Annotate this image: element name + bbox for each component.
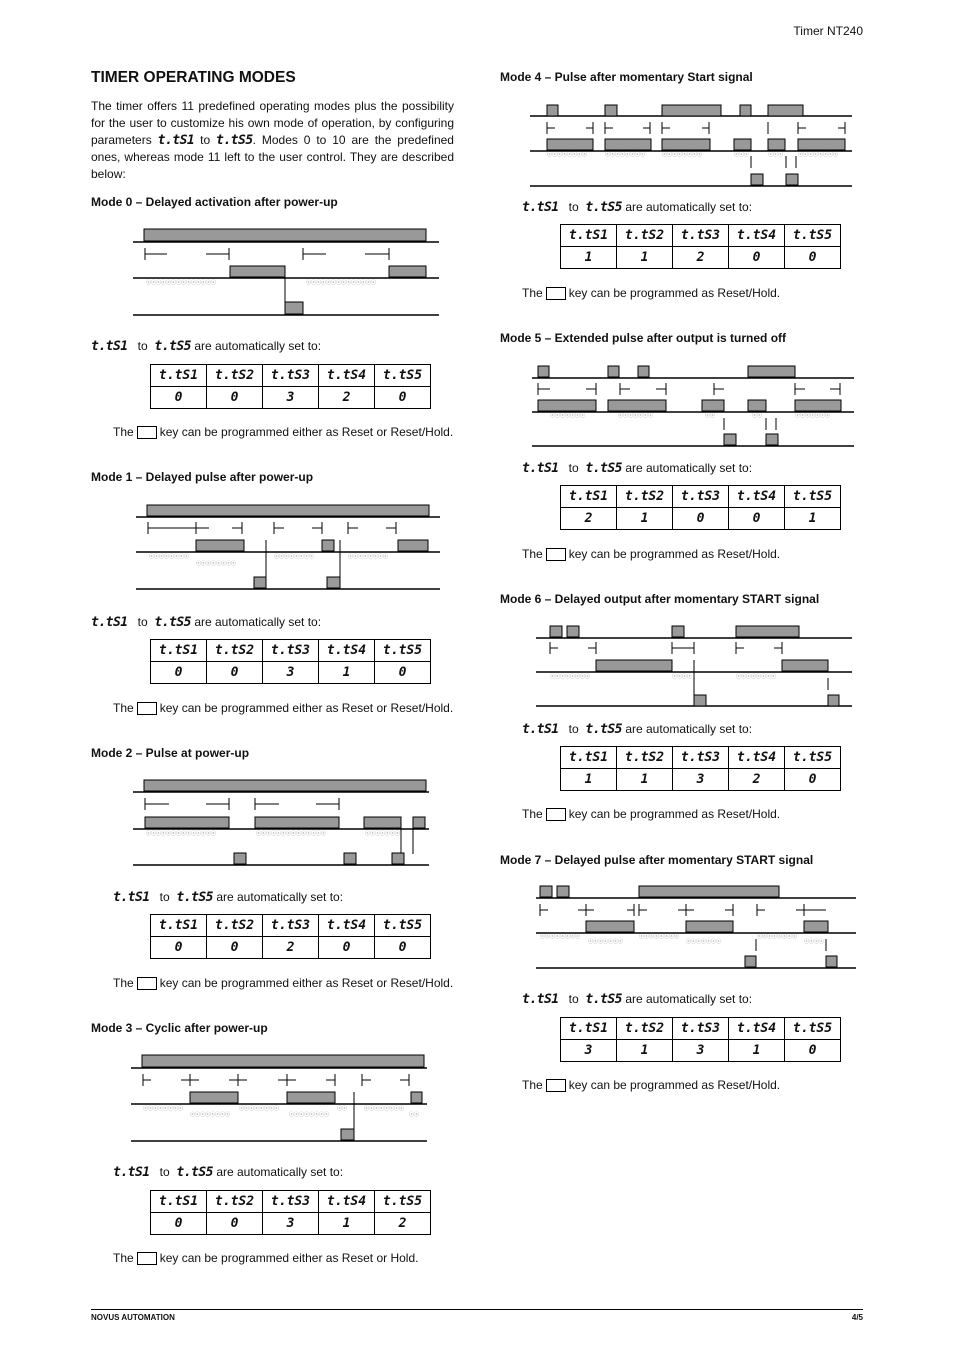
- mode-0-param-table: [150, 364, 431, 409]
- the-word: The: [113, 425, 134, 439]
- key-icon: [546, 1079, 566, 1092]
- mode-6-set-line: [522, 722, 752, 737]
- code-from: t.tS1: [522, 722, 559, 737]
- param-header: t.tS1: [151, 365, 207, 387]
- mode-6-timing-diagram: [534, 622, 854, 710]
- mode-2-key-note: [113, 976, 453, 990]
- param-value: 0: [375, 662, 431, 684]
- mode-7-timing-diagram: [534, 882, 858, 972]
- param-header: t.tS2: [207, 365, 263, 387]
- param-header: t.tS3: [263, 1191, 319, 1213]
- param-value: 1: [729, 1040, 785, 1062]
- auto-set-text: are automatically set to:: [194, 615, 322, 629]
- mode-1-param-table: [150, 639, 431, 684]
- param-header: t.tS2: [207, 915, 263, 937]
- to-word: to: [159, 1165, 170, 1179]
- svg-text:ⓢⓢⓢⓢⓢⓢⓢⓢ: ⓢⓢⓢⓢⓢⓢⓢⓢ: [639, 934, 680, 940]
- svg-text:ⓢⓢⓢⓢⓢⓢⓢⓢ: ⓢⓢⓢⓢⓢⓢⓢⓢ: [757, 934, 798, 940]
- param-value: 1: [785, 508, 841, 530]
- mode-5-set-line: [522, 461, 752, 476]
- code-to: t.tS5: [585, 461, 622, 476]
- mode-5-key-note: [522, 547, 780, 561]
- param-value: 0: [151, 1213, 207, 1235]
- param-header: t.tS1: [561, 1018, 617, 1040]
- param-header: t.tS5: [375, 365, 431, 387]
- svg-text:ⓢⓢⓢⓢⓢⓢⓢⓢ: ⓢⓢⓢⓢⓢⓢⓢⓢ: [196, 561, 237, 567]
- param-value: 1: [617, 508, 673, 530]
- code-from: t.tS1: [91, 615, 128, 630]
- auto-set-text: are automatically set to:: [216, 890, 344, 904]
- param-value: 0: [207, 387, 263, 409]
- svg-text:ⓢⓢⓢⓢ: ⓢⓢⓢⓢ: [804, 939, 825, 945]
- mode-7-title: Mode 7 – Delayed pulse after momentary START signal: [500, 853, 814, 867]
- svg-text:ⓢⓢⓢⓢⓢⓢⓢⓢ: ⓢⓢⓢⓢⓢⓢⓢⓢ: [239, 1106, 280, 1112]
- param-header: t.tS5: [375, 915, 431, 937]
- svg-text:ⓢⓢⓢⓢⓢⓢⓢ: ⓢⓢⓢⓢⓢⓢⓢ: [795, 413, 831, 419]
- key-note-text: key can be programmed either as Reset or Hold.: [159, 1251, 419, 1265]
- mode-6-title: Mode 6 – Delayed output after momentary START signal: [500, 592, 820, 606]
- mode-3-title: Mode 3 – Cyclic after power-up: [91, 1021, 268, 1035]
- svg-text:ⓢⓢⓢⓢⓢⓢⓢⓢ: ⓢⓢⓢⓢⓢⓢⓢⓢ: [662, 152, 703, 158]
- to-word: to: [568, 461, 579, 475]
- code-to: t.tS5: [176, 1165, 213, 1180]
- to-word: to: [568, 200, 579, 214]
- svg-text:ⓢⓢⓢⓢⓢⓢⓢ: ⓢⓢⓢⓢⓢⓢⓢ: [618, 413, 654, 419]
- param-header: t.tS3: [673, 486, 729, 508]
- param-header: t.tS3: [263, 640, 319, 662]
- param-header: t.tS1: [561, 747, 617, 769]
- code-to: t.tS5: [154, 615, 191, 630]
- param-value: 0: [319, 937, 375, 959]
- to-word: to: [568, 992, 579, 1006]
- mode-0-title: Mode 0 – Delayed activation after power-up: [91, 195, 338, 209]
- auto-set-text: are automatically set to:: [194, 339, 322, 353]
- param-header: t.tS2: [207, 1191, 263, 1213]
- svg-text:ⓢⓢⓢⓢⓢⓢⓢⓢ: ⓢⓢⓢⓢⓢⓢⓢⓢ: [348, 554, 389, 560]
- auto-set-text: are automatically set to:: [625, 992, 753, 1006]
- mode-1-title: Mode 1 – Delayed pulse after power-up: [91, 470, 314, 484]
- mode-2-set-line: [113, 890, 343, 905]
- param-header: t.tS2: [617, 225, 673, 247]
- key-icon: [546, 808, 566, 821]
- param-header: t.tS5: [785, 1018, 841, 1040]
- intro-code-2: t.tS5: [216, 133, 253, 148]
- mode-1-timing-diagram: [134, 500, 442, 595]
- key-note-text: key can be programmed as Reset/Hold.: [568, 807, 781, 821]
- section-title: TIMER OPERATING MODES: [91, 69, 296, 86]
- to-word: to: [137, 615, 148, 629]
- param-value: 1: [561, 769, 617, 791]
- svg-text:ⓢⓢⓢⓢⓢⓢⓢⓢ: ⓢⓢⓢⓢⓢⓢⓢⓢ: [274, 554, 315, 560]
- code-from: t.tS1: [91, 339, 128, 354]
- auto-set-text: are automatically set to:: [216, 1165, 344, 1179]
- param-value: 0: [785, 1040, 841, 1062]
- param-value: 1: [561, 247, 617, 269]
- param-value: 3: [263, 387, 319, 409]
- the-word: The: [113, 1251, 134, 1265]
- svg-text:ⓢⓢ: ⓢⓢ: [752, 413, 763, 419]
- intro-text-1: The timer offers 11 predefined operating modes plus the possibility for the user to customize his own mode of operation, by configuring parameters: [91, 99, 454, 147]
- mode-4-timing-diagram: [528, 98, 854, 190]
- param-header: t.tS5: [375, 640, 431, 662]
- param-header: t.tS5: [375, 1191, 431, 1213]
- mode-3-set-line: [113, 1165, 343, 1180]
- param-header: t.tS4: [729, 225, 785, 247]
- param-header: t.tS1: [561, 486, 617, 508]
- mode-4-key-note: [522, 286, 780, 300]
- key-icon: [137, 426, 157, 439]
- auto-set-text: are automatically set to:: [625, 722, 753, 736]
- mode-7-param-table: [560, 1017, 841, 1062]
- param-value: 0: [785, 247, 841, 269]
- param-header: t.tS5: [785, 486, 841, 508]
- param-value: 0: [729, 508, 785, 530]
- footer-company: NOVUS AUTOMATION: [91, 1313, 175, 1322]
- svg-text:ⓢⓢⓢⓢⓢⓢⓢⓢ: ⓢⓢⓢⓢⓢⓢⓢⓢ: [143, 1106, 184, 1112]
- param-header: t.tS4: [729, 1018, 785, 1040]
- param-header: t.tS4: [319, 365, 375, 387]
- svg-text:ⓢⓢⓢ: ⓢⓢⓢ: [768, 152, 784, 158]
- footer-divider: [91, 1309, 863, 1310]
- param-header: t.tS5: [785, 747, 841, 769]
- param-value: 2: [375, 1213, 431, 1235]
- svg-text:ⓢⓢⓢⓢⓢⓢⓢⓢⓢⓢⓢⓢⓢⓢ: ⓢⓢⓢⓢⓢⓢⓢⓢⓢⓢⓢⓢⓢⓢ: [146, 280, 217, 286]
- svg-text:ⓢⓢⓢⓢⓢⓢⓢⓢ: ⓢⓢⓢⓢⓢⓢⓢⓢ: [364, 1106, 405, 1112]
- param-value: 1: [617, 247, 673, 269]
- param-header: t.tS1: [151, 640, 207, 662]
- svg-text:ⓢⓢⓢⓢⓢⓢⓢⓢ: ⓢⓢⓢⓢⓢⓢⓢⓢ: [289, 1112, 330, 1118]
- param-header: t.tS3: [673, 1018, 729, 1040]
- mode-7-key-note: [522, 1078, 780, 1092]
- svg-text:ⓢⓢ: ⓢⓢ: [705, 413, 716, 419]
- svg-text:ⓢⓢⓢⓢⓢⓢⓢⓢⓢⓢⓢⓢⓢⓢ: ⓢⓢⓢⓢⓢⓢⓢⓢⓢⓢⓢⓢⓢⓢ: [146, 831, 217, 837]
- key-note-text: key can be programmed either as Reset or Reset/Hold.: [159, 701, 454, 715]
- auto-set-text: are automatically set to:: [625, 461, 753, 475]
- key-note-text: key can be programmed as Reset/Hold.: [568, 1078, 781, 1092]
- param-value: 2: [319, 387, 375, 409]
- param-header: t.tS4: [319, 640, 375, 662]
- mode-0-timing-diagram: [131, 222, 441, 320]
- svg-text:ⓢⓢⓢⓢⓢⓢⓢⓢ: ⓢⓢⓢⓢⓢⓢⓢⓢ: [540, 934, 581, 940]
- mode-5-timing-diagram: [530, 360, 856, 450]
- param-value: 1: [617, 769, 673, 791]
- svg-text:ⓢⓢⓢⓢⓢⓢⓢⓢ: ⓢⓢⓢⓢⓢⓢⓢⓢ: [547, 152, 588, 158]
- param-value: 0: [729, 247, 785, 269]
- svg-text:ⓢⓢⓢⓢⓢⓢⓢ: ⓢⓢⓢⓢⓢⓢⓢ: [550, 413, 586, 419]
- param-header: t.tS1: [151, 915, 207, 937]
- code-from: t.tS1: [113, 1165, 150, 1180]
- param-header: t.tS2: [617, 1018, 673, 1040]
- the-word: The: [522, 286, 543, 300]
- param-value: 3: [263, 1213, 319, 1235]
- mode-1-key-note: [113, 701, 453, 715]
- mode-3-param-table: [150, 1190, 431, 1235]
- mode-3-key-note: [113, 1251, 418, 1265]
- param-header: t.tS5: [785, 225, 841, 247]
- param-value: 0: [151, 662, 207, 684]
- code-to: t.tS5: [176, 890, 213, 905]
- code-from: t.tS1: [113, 890, 150, 905]
- param-header: t.tS3: [673, 225, 729, 247]
- svg-text:ⓢⓢⓢⓢⓢⓢⓢ: ⓢⓢⓢⓢⓢⓢⓢ: [686, 939, 722, 945]
- intro-code-1: t.tS1: [157, 133, 195, 148]
- mode-1-set-line: [91, 615, 321, 630]
- param-value: 0: [375, 937, 431, 959]
- code-from: t.tS1: [522, 992, 559, 1007]
- svg-text:ⓢⓢⓢⓢ: ⓢⓢⓢⓢ: [672, 674, 693, 680]
- param-header: t.tS3: [263, 365, 319, 387]
- param-value: 0: [207, 662, 263, 684]
- mode-7-set-line: [522, 992, 752, 1007]
- param-header: t.tS2: [617, 486, 673, 508]
- svg-text:ⓢⓢⓢⓢⓢⓢⓢⓢ: ⓢⓢⓢⓢⓢⓢⓢⓢ: [736, 674, 777, 680]
- key-icon: [137, 977, 157, 990]
- mode-4-set-line: [522, 200, 752, 215]
- the-word: The: [522, 1078, 543, 1092]
- param-value: 2: [673, 247, 729, 269]
- mode-5-title: Mode 5 – Extended pulse after output is turned off: [500, 331, 787, 345]
- key-icon: [137, 702, 157, 715]
- param-value: 0: [207, 1213, 263, 1235]
- to-word: to: [159, 890, 170, 904]
- auto-set-text: are automatically set to:: [625, 200, 753, 214]
- param-value: 0: [673, 508, 729, 530]
- mode-6-param-table: [560, 746, 841, 791]
- intro-paragraph: [91, 98, 454, 183]
- param-header: t.tS2: [617, 747, 673, 769]
- the-word: The: [113, 976, 134, 990]
- key-note-text: key can be programmed as Reset/Hold.: [568, 286, 781, 300]
- param-header: t.tS4: [319, 915, 375, 937]
- param-value: 3: [561, 1040, 617, 1062]
- svg-text:ⓢⓢⓢⓢⓢⓢⓢⓢ: ⓢⓢⓢⓢⓢⓢⓢⓢ: [149, 554, 190, 560]
- key-note-text: key can be programmed either as Reset or Reset/Hold.: [159, 976, 454, 990]
- param-value: 1: [319, 662, 375, 684]
- param-header: t.tS1: [151, 1191, 207, 1213]
- param-value: 2: [729, 769, 785, 791]
- svg-text:ⓢⓢⓢⓢⓢⓢⓢⓢ: ⓢⓢⓢⓢⓢⓢⓢⓢ: [550, 674, 591, 680]
- code-from: t.tS1: [522, 461, 559, 476]
- svg-text:ⓢⓢⓢⓢⓢⓢⓢⓢⓢⓢⓢⓢⓢⓢ: ⓢⓢⓢⓢⓢⓢⓢⓢⓢⓢⓢⓢⓢⓢ: [256, 831, 327, 837]
- svg-text:ⓢⓢⓢⓢⓢⓢⓢⓢⓢⓢⓢⓢⓢⓢ: ⓢⓢⓢⓢⓢⓢⓢⓢⓢⓢⓢⓢⓢⓢ: [306, 280, 377, 286]
- to-word: to: [137, 339, 148, 353]
- key-icon: [137, 1252, 157, 1265]
- svg-text:ⓢⓢⓢⓢⓢⓢⓢⓢ: ⓢⓢⓢⓢⓢⓢⓢⓢ: [190, 1112, 231, 1118]
- code-from: t.tS1: [522, 200, 559, 215]
- param-value: 3: [263, 662, 319, 684]
- svg-text:ⓢⓢ: ⓢⓢ: [409, 1112, 420, 1118]
- param-value: 0: [151, 937, 207, 959]
- code-to: t.tS5: [585, 992, 622, 1007]
- the-word: The: [113, 701, 134, 715]
- param-header: t.tS3: [263, 915, 319, 937]
- mode-3-timing-diagram: [129, 1050, 429, 1146]
- param-header: t.tS4: [729, 486, 785, 508]
- key-note-text: key can be programmed either as Reset or Reset/Hold.: [159, 425, 454, 439]
- mode-5-param-table: [560, 485, 841, 530]
- param-value: 1: [319, 1213, 375, 1235]
- svg-text:ⓢⓢ: ⓢⓢ: [337, 1106, 348, 1112]
- param-value: 0: [375, 387, 431, 409]
- param-header: t.tS4: [319, 1191, 375, 1213]
- param-header: t.tS2: [207, 640, 263, 662]
- param-value: 0: [785, 769, 841, 791]
- param-header: t.tS1: [561, 225, 617, 247]
- param-header: t.tS3: [673, 747, 729, 769]
- to-word: to: [568, 722, 579, 736]
- code-to: t.tS5: [585, 200, 622, 215]
- mode-0-set-line: [91, 339, 321, 354]
- svg-text:ⓢⓢⓢ: ⓢⓢⓢ: [734, 152, 750, 158]
- code-to: t.tS5: [154, 339, 191, 354]
- key-note-text: key can be programmed as Reset/Hold.: [568, 547, 781, 561]
- param-value: 3: [673, 769, 729, 791]
- key-icon: [546, 548, 566, 561]
- footer-page-number: 4/5: [851, 1313, 863, 1322]
- mode-6-key-note: [522, 807, 780, 821]
- document-name: Timer NT240: [793, 24, 863, 38]
- svg-text:ⓢⓢⓢⓢⓢⓢⓢ: ⓢⓢⓢⓢⓢⓢⓢ: [588, 939, 624, 945]
- key-icon: [546, 287, 566, 300]
- intro-text-2: . Modes 0 to 10 are the predefined ones, whereas mode 11 left to the user control. They are described below:: [91, 133, 454, 181]
- svg-text:ⓢⓢⓢⓢⓢⓢⓢⓢ: ⓢⓢⓢⓢⓢⓢⓢⓢ: [798, 152, 839, 158]
- the-word: The: [522, 807, 543, 821]
- param-value: 2: [561, 508, 617, 530]
- param-value: 0: [151, 387, 207, 409]
- mode-2-param-table: [150, 914, 431, 959]
- the-word: The: [522, 547, 543, 561]
- svg-text:ⓢⓢⓢⓢⓢⓢⓢ: ⓢⓢⓢⓢⓢⓢⓢ: [365, 831, 401, 837]
- mode-2-timing-diagram: [131, 776, 431, 868]
- mode-0-key-note: [113, 425, 453, 439]
- code-to: t.tS5: [585, 722, 622, 737]
- mode-2-title: Mode 2 – Pulse at power-up: [91, 746, 250, 760]
- param-value: 3: [673, 1040, 729, 1062]
- mode-4-title: Mode 4 – Pulse after momentary Start signal: [500, 70, 753, 84]
- param-value: 2: [263, 937, 319, 959]
- param-value: 0: [207, 937, 263, 959]
- intro-to: to: [200, 133, 211, 147]
- mode-4-param-table: [560, 224, 841, 269]
- svg-text:ⓢⓢⓢⓢⓢⓢⓢⓢ: ⓢⓢⓢⓢⓢⓢⓢⓢ: [605, 152, 646, 158]
- param-header: t.tS4: [729, 747, 785, 769]
- param-value: 1: [617, 1040, 673, 1062]
